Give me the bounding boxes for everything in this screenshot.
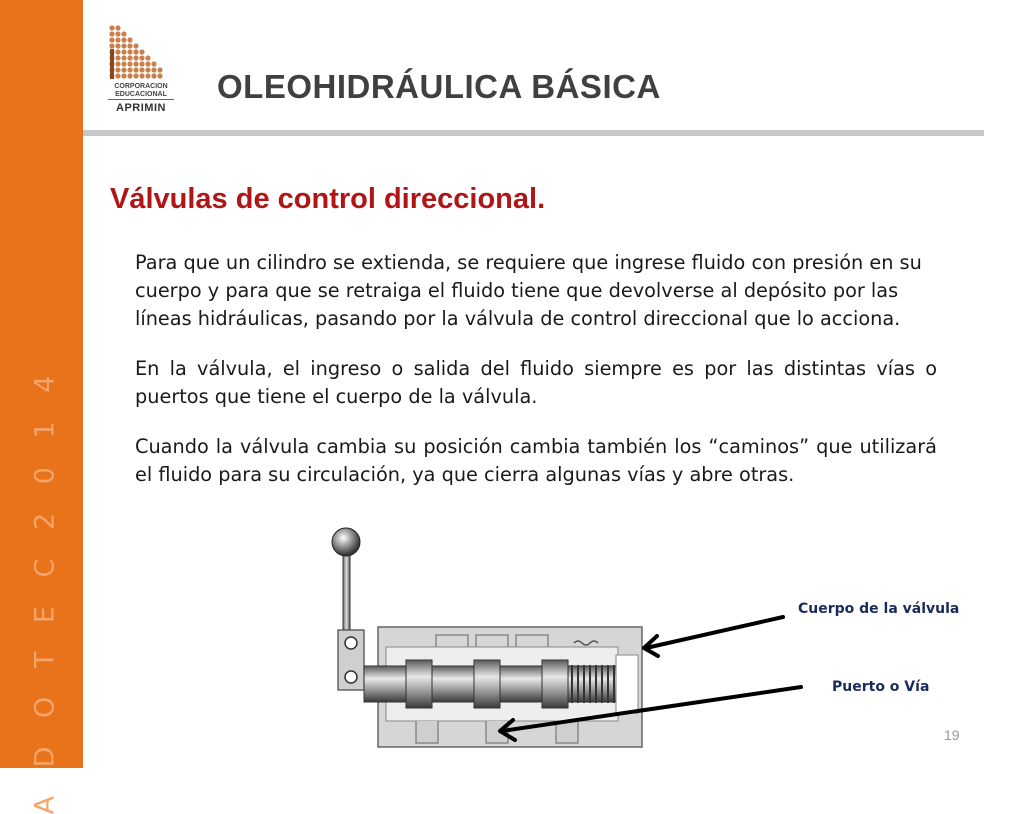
label-valve-body: Cuerpo de la válvula [798, 601, 960, 617]
paragraph-3: Cuando la válvula cambia su posición cambia también los “caminos” que utilizará el fluido para su circulación, ya que cierra algunas vías y abre otras. [135, 435, 937, 486]
sidebar-vertical-text: A D O T E C 2 0 1 4 [29, 365, 61, 814]
header-title: OLEOHIDRÁULICA BÁSICA [217, 68, 661, 105]
header-divider [83, 130, 984, 136]
logo-divider [108, 99, 174, 100]
slide-title: Válvulas de control direccional. [110, 183, 546, 215]
logo-text-aprimin: APRIMIN [116, 102, 166, 114]
paragraph-2: En la válvula, el ingreso o salida del fluido siempre es por las distintas vías o puertos que tiene el cuerpo de la válvula. [135, 357, 937, 408]
logo-text-corporacion: CORPORACION [114, 83, 168, 90]
paragraph-1: Para que un cilindro se extienda, se requiere que ingrese fluido con presión en su cuerpo y para que se retraiga el fluido tiene que devolverse al depósito por las líneas hidráulicas, pasando por la válvula de control direccional que lo acciona. [135, 251, 922, 330]
valve-illustration [316, 525, 676, 768]
page-number: 19 [944, 727, 960, 743]
logo-text-educacional: EDUCACIONAL [115, 91, 167, 98]
label-port: Puerto o Vía [832, 679, 930, 695]
body-text [135, 249, 937, 489]
